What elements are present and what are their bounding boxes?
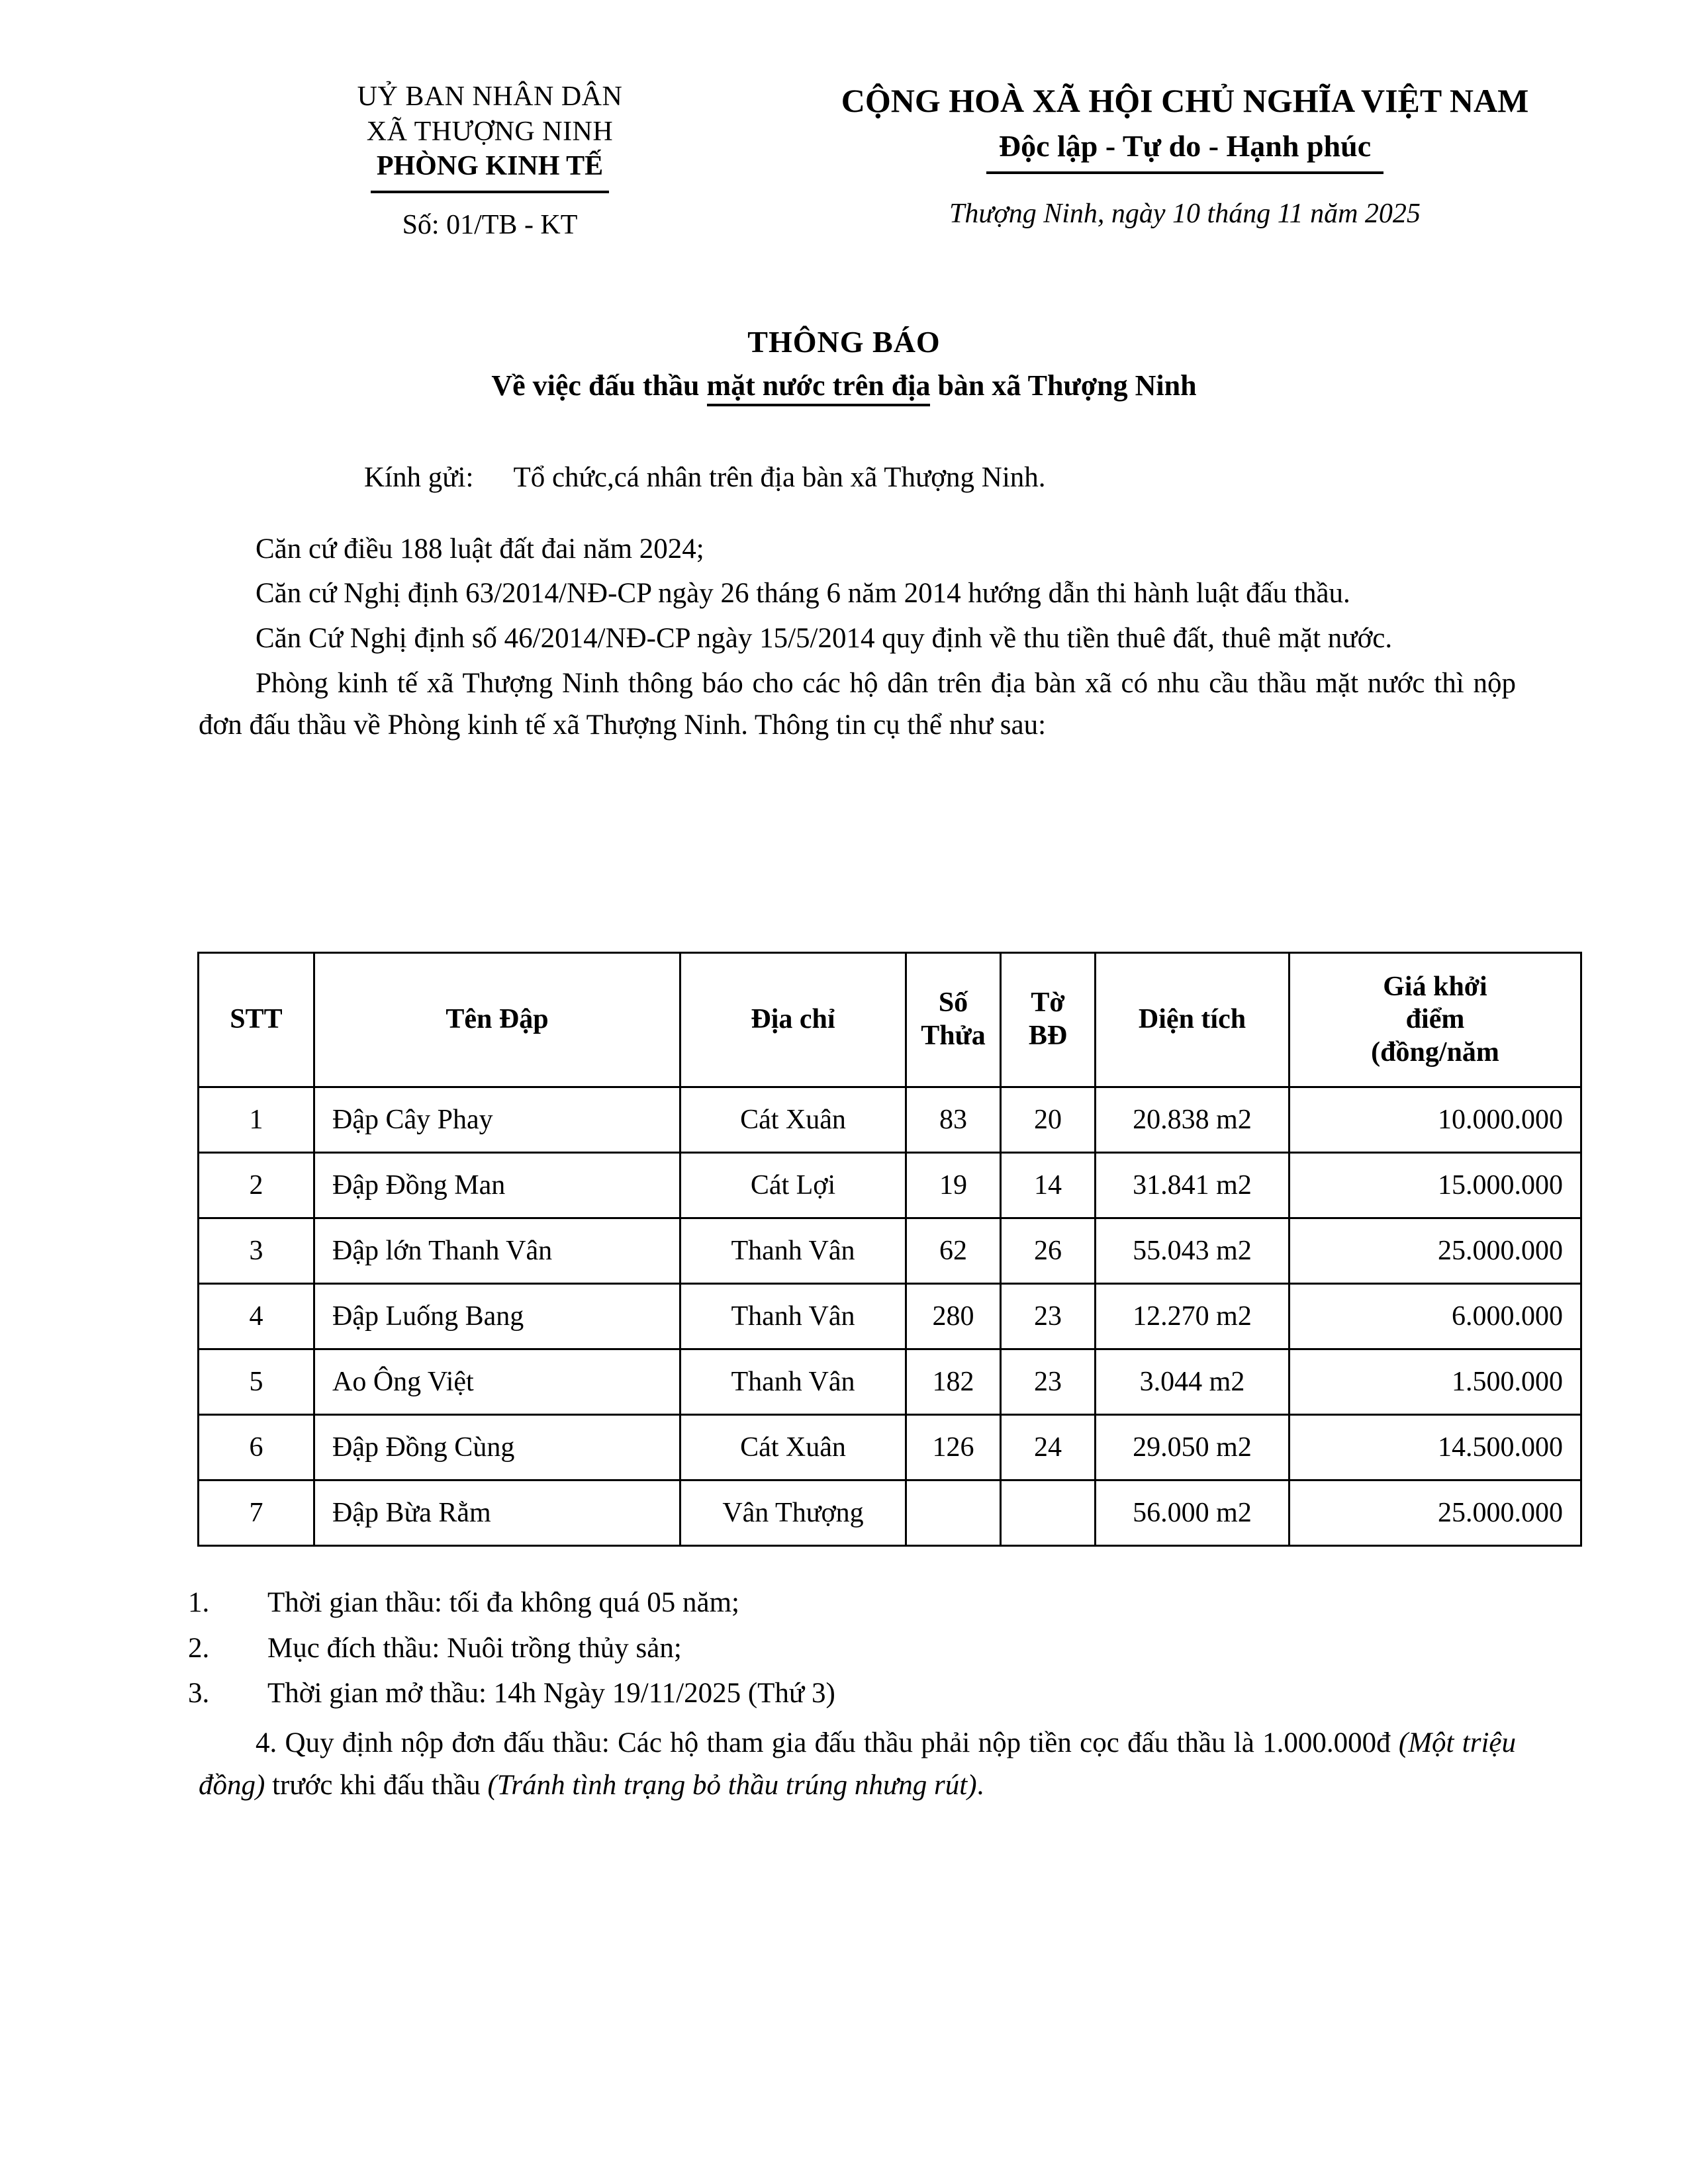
cell-area: 3.044 m2 — [1096, 1349, 1289, 1415]
issuing-authority-block — [199, 79, 781, 241]
cell-price: 10.000.000 — [1289, 1087, 1581, 1153]
authority-divider — [371, 191, 609, 193]
list-item-number: 3. — [188, 1678, 210, 1709]
col-header-starting-price — [1289, 953, 1581, 1087]
cell-area: 55.043 m2 — [1096, 1218, 1289, 1284]
body-paragraph: Căn cứ điều 188 luật đất đai năm 2024; — [256, 533, 704, 565]
cell-address: Thanh Vân — [680, 1284, 906, 1349]
cell-address: Thanh Vân — [680, 1349, 906, 1415]
cell-name: Đập Luống Bang — [314, 1284, 680, 1349]
table-row — [199, 1415, 1581, 1480]
document-number: Số: 01/TB - KT — [402, 209, 578, 240]
recipient-line — [364, 457, 1516, 499]
cell-address: Cát Xuân — [680, 1087, 906, 1153]
col-header-price-line3: (đồng/năm — [1371, 1036, 1499, 1068]
cell-address: Cát Lợi — [680, 1153, 906, 1218]
list-item-number: 2. — [188, 1632, 210, 1664]
dams-table-head — [199, 953, 1581, 1087]
cell-map — [1001, 1480, 1096, 1546]
authority-line-1: UỶ BAN NHÂN DÂN — [357, 81, 623, 112]
list-item-four-number: 4. — [256, 1727, 277, 1758]
cell-price: 25.000.000 — [1289, 1480, 1581, 1546]
body-paragraph: Phòng kinh tế xã Thượng Ninh thông báo cho các hộ dân trên địa bàn xã có nhu cầu thầu mặt nước thì nộp đơn đấu thầu về Phòng kinh tế xã Thượng Ninh. Thông tin cụ thể như sau: — [199, 667, 1516, 741]
place-and-date: Thượng Ninh, ngày 10 tháng 11 năm 2025 — [949, 198, 1421, 229]
cell-map: 24 — [1001, 1415, 1096, 1480]
cell-price: 6.000.000 — [1289, 1284, 1581, 1349]
cell-name: Đập Bừa Rằm — [314, 1480, 680, 1546]
dams-table — [197, 952, 1582, 1547]
national-title: CỘNG HOÀ XÃ HỘI CHỦ NGHĨA VIỆT NAM — [841, 82, 1529, 119]
cell-price: 14.500.000 — [1289, 1415, 1581, 1480]
subtitle-underlined: mặt nước trên địa — [707, 369, 931, 406]
cell-price: 1.500.000 — [1289, 1349, 1581, 1415]
cell-parcel: 62 — [906, 1218, 1001, 1284]
authority-department: PHÒNG KINH TẾ — [376, 151, 604, 181]
col-header-name: Tên Đập — [314, 953, 680, 1087]
page-subtitle — [0, 369, 1688, 402]
cell-price: 15.000.000 — [1289, 1153, 1581, 1218]
cell-parcel — [906, 1480, 1001, 1546]
authority-line-2: XÃ THƯỢNG NINH — [366, 116, 614, 147]
list-item — [188, 1582, 1516, 1625]
cell-address: Cát Xuân — [680, 1415, 906, 1480]
cell-area: 31.841 m2 — [1096, 1153, 1289, 1218]
table-row — [199, 1284, 1581, 1349]
col-header-address: Địa chỉ — [680, 953, 906, 1087]
col-header-map-sheet — [1001, 953, 1096, 1087]
cell-parcel: 83 — [906, 1087, 1001, 1153]
list-item-four — [199, 1722, 1516, 1807]
cell-area: 29.050 m2 — [1096, 1415, 1289, 1480]
cell-map: 20 — [1001, 1087, 1096, 1153]
table-row — [199, 1153, 1581, 1218]
motto-divider — [986, 171, 1383, 174]
cell-parcel: 280 — [906, 1284, 1001, 1349]
cell-stt: 1 — [199, 1087, 314, 1153]
col-header-area: Diện tích — [1096, 953, 1289, 1087]
list-item-label: Thời gian mở thầu: 14h Ngày 19/11/2025 (Thứ 3) — [267, 1678, 835, 1709]
cell-area: 56.000 m2 — [1096, 1480, 1289, 1546]
conditions-list — [188, 1582, 1516, 1807]
page-title: THÔNG BÁO — [747, 325, 941, 359]
table-row — [199, 1218, 1581, 1284]
cell-stt: 7 — [199, 1480, 314, 1546]
body-paragraph: Căn Cứ Nghị định số 46/2014/NĐ-CP ngày 15/5/2014 quy định về thu tiền thuê đất, thuê mặt nước. — [256, 622, 1393, 654]
cell-area: 12.270 m2 — [1096, 1284, 1289, 1349]
list-item-four-italic2: (Tránh tình trạng bỏ thầu trúng nhưng rút) — [487, 1770, 977, 1801]
cell-stt: 6 — [199, 1415, 314, 1480]
cell-stt: 4 — [199, 1284, 314, 1349]
subtitle-part-after: bàn xã Thượng Ninh — [930, 369, 1197, 402]
list-item-four-space — [277, 1727, 285, 1758]
cell-map: 23 — [1001, 1284, 1096, 1349]
table-row — [199, 1480, 1581, 1546]
col-header-parcel-number — [906, 953, 1001, 1087]
cell-name: Đập Cây Phay — [314, 1087, 680, 1153]
list-item-four-part3: . — [976, 1770, 984, 1801]
col-header-price-line1: Giá khởi — [1383, 971, 1487, 1002]
cell-price: 25.000.000 — [1289, 1218, 1581, 1284]
cell-stt: 3 — [199, 1218, 314, 1284]
list-item-label: Mục đích thầu: Nuôi trồng thủy sản; — [267, 1632, 682, 1664]
table-row — [199, 1087, 1581, 1153]
cell-map: 14 — [1001, 1153, 1096, 1218]
list-item-four-italic1: (Một triệu đồng) — [199, 1727, 1516, 1801]
cell-area: 20.838 m2 — [1096, 1087, 1289, 1153]
list-item-number: 1. — [188, 1587, 210, 1618]
cell-map: 23 — [1001, 1349, 1096, 1415]
list-item-four-part2: trước khi đấu thầu — [265, 1770, 488, 1801]
list-item-label: Thời gian thầu: tối đa không quá 05 năm; — [267, 1587, 740, 1618]
table-header-row — [199, 953, 1581, 1087]
list-item-four-part1: Quy định nộp đơn đấu thầu: Các hộ tham gia đấu thầu phải nộp tiền cọc đấu thầu là 1.000.000đ — [285, 1727, 1399, 1758]
national-heading-block — [781, 79, 1688, 230]
list-item — [188, 1627, 1516, 1670]
col-header-price-line2: điểm — [1405, 1004, 1465, 1035]
document-body — [199, 457, 1516, 749]
dams-table-wrapper — [197, 952, 1566, 1547]
cell-parcel: 182 — [906, 1349, 1001, 1415]
list-item — [188, 1672, 1516, 1715]
col-header-parcel-line1: Số — [938, 987, 968, 1019]
col-header-stt: STT — [199, 953, 314, 1087]
cell-name: Ao Ông Việt — [314, 1349, 680, 1415]
table-row — [199, 1349, 1581, 1415]
title-block — [0, 324, 1688, 402]
cell-address: Vân Thượng — [680, 1480, 906, 1546]
cell-parcel: 126 — [906, 1415, 1001, 1480]
recipient-value: Tổ chức,cá nhân trên địa bàn xã Thượng Ninh. — [513, 462, 1046, 493]
cell-stt: 2 — [199, 1153, 314, 1218]
cell-address: Thanh Vân — [680, 1218, 906, 1284]
cell-name: Đập lớn Thanh Vân — [314, 1218, 680, 1284]
cell-map: 26 — [1001, 1218, 1096, 1284]
document-header — [0, 79, 1688, 241]
cell-parcel: 19 — [906, 1153, 1001, 1218]
cell-stt: 5 — [199, 1349, 314, 1415]
recipient-label: Kính gửi: — [364, 462, 474, 493]
dams-table-body — [199, 1087, 1581, 1546]
subtitle-part-before: Về việc đấu thầu — [491, 369, 707, 402]
col-header-map-line2: BĐ — [1028, 1021, 1068, 1051]
cell-name: Đập Đồng Cùng — [314, 1415, 680, 1480]
cell-name: Đập Đồng Man — [314, 1153, 680, 1218]
body-paragraph: Căn cứ Nghị định 63/2014/NĐ-CP ngày 26 tháng 6 năm 2014 hướng dẫn thi hành luật đấu thầu. — [256, 578, 1350, 610]
col-header-parcel-line2: Thửa — [921, 1021, 986, 1051]
national-motto: Độc lập - Tự do - Hạnh phúc — [998, 129, 1372, 163]
col-header-map-line1: Tờ — [1031, 987, 1065, 1019]
